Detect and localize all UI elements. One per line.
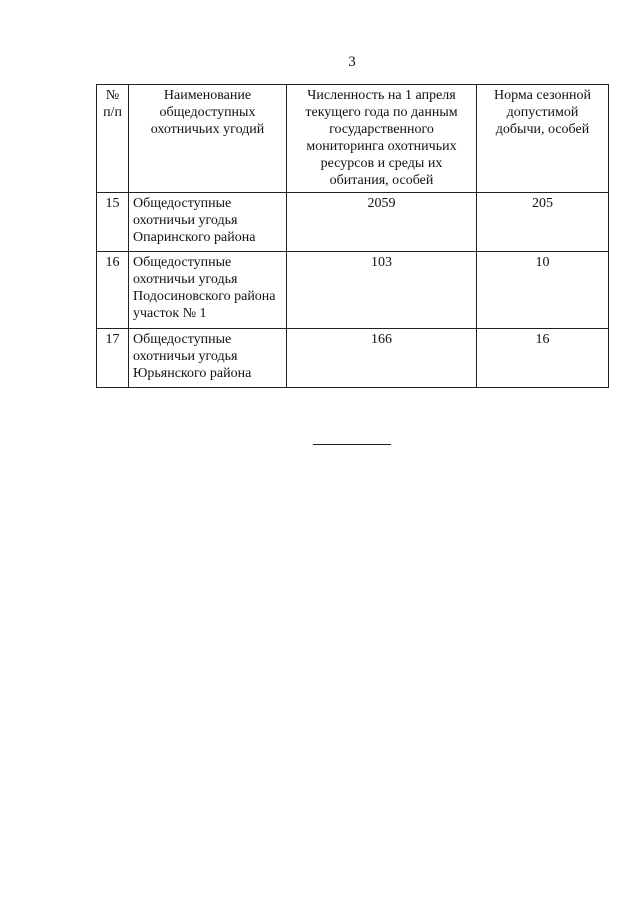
row-number: 16 (97, 252, 129, 329)
quota-value: 205 (477, 193, 609, 252)
page-number: 3 (348, 54, 356, 70)
population-value: 2059 (287, 193, 477, 252)
grounds-name: Общедоступные охотничьи угодья Подосиновского района участок № 1 (129, 252, 287, 329)
header-seasonal-quota: Норма сезонной допустимой добычи, особей (477, 85, 609, 193)
row-number: 15 (97, 193, 129, 252)
population-value: 103 (287, 252, 477, 329)
end-of-document-rule (313, 444, 391, 445)
population-value: 166 (287, 329, 477, 388)
table-row (97, 329, 609, 388)
grounds-name: Общедоступные охотничьи угодья Опаринского района (129, 193, 287, 252)
header-population: Численность на 1 апреля текущего года по данным государственного мониторинга охотничьих ресурсов и среды их обитания, особей (287, 85, 477, 193)
header-number: № п/п (97, 85, 129, 193)
quota-value: 16 (477, 329, 609, 388)
table-row (97, 252, 609, 329)
quota-value: 10 (477, 252, 609, 329)
header-grounds-name: Наименование общедоступных охотничьих угодий (129, 85, 287, 193)
table-row (97, 193, 609, 252)
table-header-row (97, 85, 609, 193)
hunting-quota-table (96, 84, 609, 388)
row-number: 17 (97, 329, 129, 388)
grounds-name: Общедоступные охотничьи угодья Юрьянского района (129, 329, 287, 388)
